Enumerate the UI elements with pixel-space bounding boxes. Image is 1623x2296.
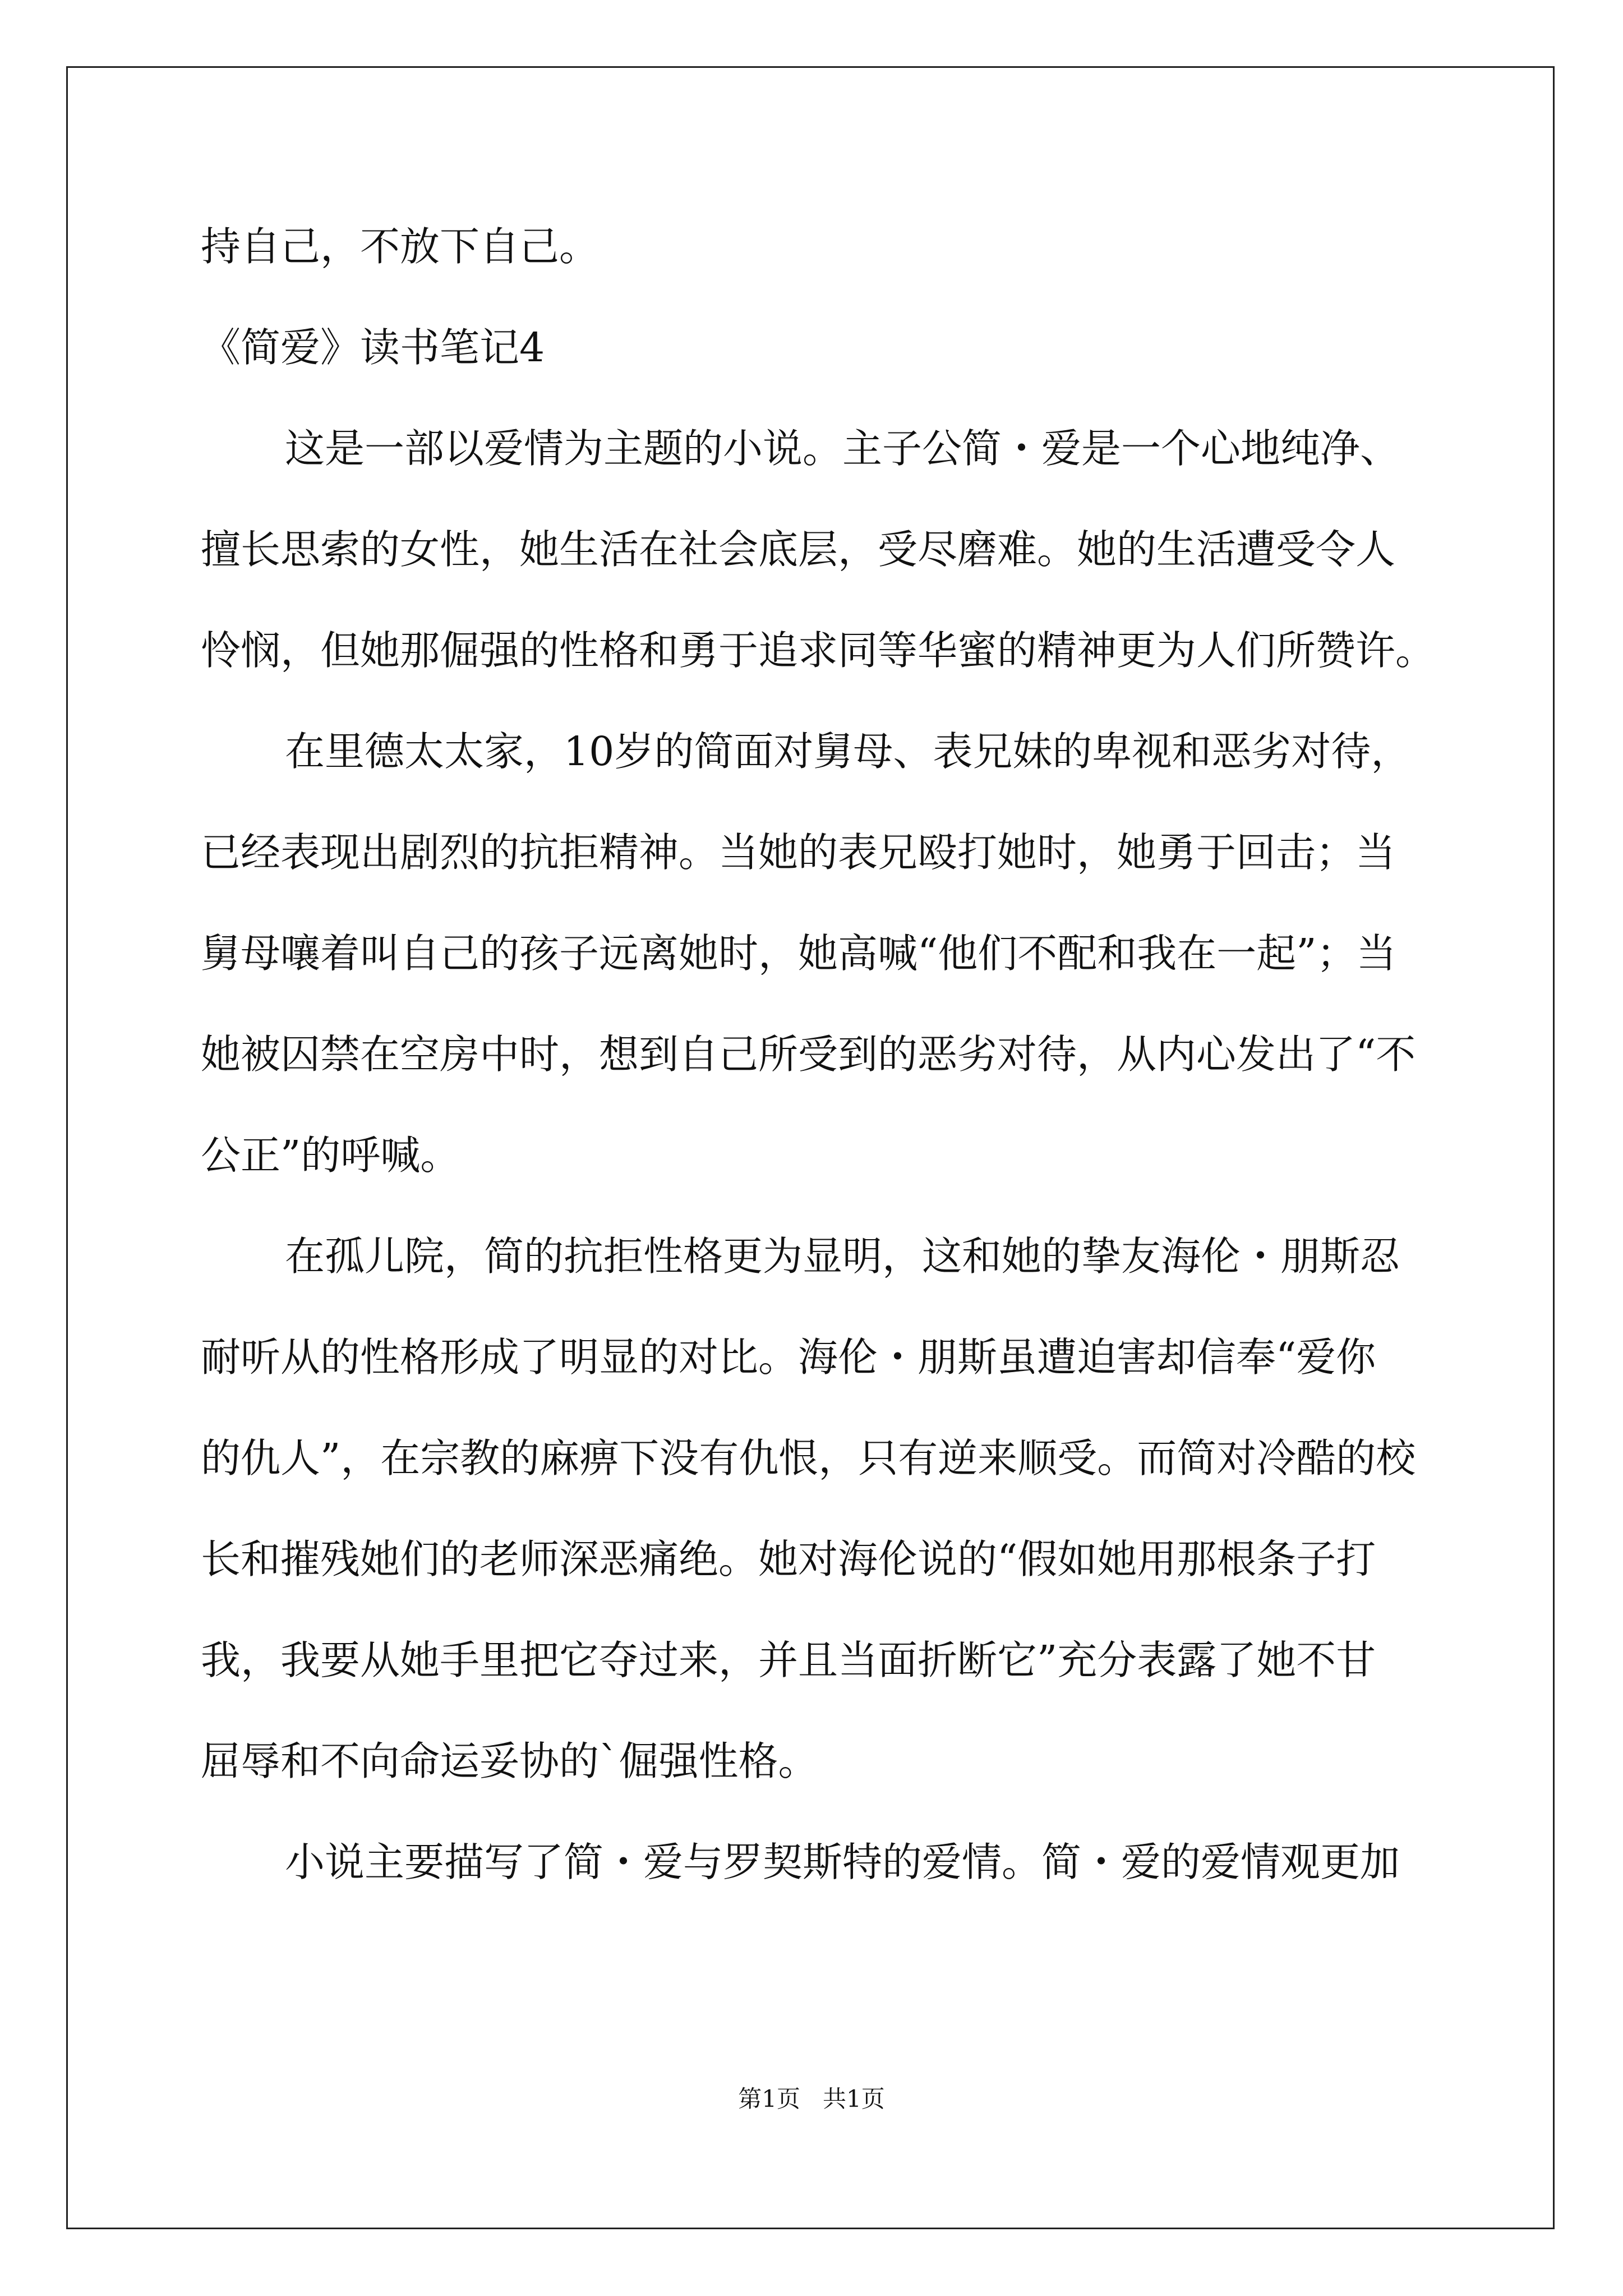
text-line-3: 这是一部以爱情为主题的小说。主子公简・爱是一个心地纯净、 <box>285 425 1400 472</box>
text-line-13: 的仇人”，在宗教的麻痹下没有仇恨，只有逆来顺受。而简对冷酷的校 <box>201 1435 1416 1481</box>
text-line-14: 长和摧残她们的老师深恶痛绝。她对海伦说的“假如她用那根条子打 <box>201 1536 1376 1582</box>
text-line-9: 她被囚禁在空房中时，想到自己所受到的恶劣对待，从内心发出了“不 <box>201 1031 1416 1078</box>
section-heading: 《简爱》读书笔记4 <box>201 324 545 371</box>
text-line-6: 在里德太太家，10岁的简面对舅母、表兄妹的卑视和恶劣对待， <box>285 728 1411 775</box>
page-number-current: 第1页 <box>738 2085 800 2113</box>
text-line-4: 擅长思索的女性，她生活在社会底层，受尽磨难。她的生活遭受令人 <box>201 526 1396 573</box>
text-line-10: 公正”的呼喊。 <box>201 1132 460 1179</box>
text-line-17: 小说主要描写了简・爱与罗契斯特的爱情。简・爱的爱情观更加 <box>285 1839 1400 1885</box>
text-line-5: 怜悯，但她那倔强的性格和勇于追求同等华蜜的精神更为人们所赞许。 <box>201 627 1436 674</box>
text-line-15: 我，我要从她手里把它夺过来，并且当面折断它”充分表露了她不甘 <box>201 1637 1376 1683</box>
text-line-11: 在孤儿院，简的抗拒性格更为显明，这和她的挚友海伦・朋斯忍 <box>285 1233 1400 1280</box>
text-line-8: 舅母嚷着叫自己的孩子远离她时，她高喊“他们不配和我在一起”；当 <box>201 930 1396 977</box>
page-footer <box>0 2082 1623 2116</box>
page-number-total: 共1页 <box>823 2085 885 2113</box>
text-line-16: 屈辱和不向命运妥协的`倔强性格。 <box>201 1738 818 1784</box>
document-body <box>201 213 1436 1930</box>
text-line-7: 已经表现出剧烈的抗拒精神。当她的表兄殴打她时，她勇于回击；当 <box>201 829 1396 876</box>
text-line-12: 耐听从的性格形成了明显的对比。海伦・朋斯虽遭迫害却信奉“爱你 <box>201 1334 1376 1381</box>
text-line-1: 持自己，不放下自己。 <box>201 223 600 270</box>
